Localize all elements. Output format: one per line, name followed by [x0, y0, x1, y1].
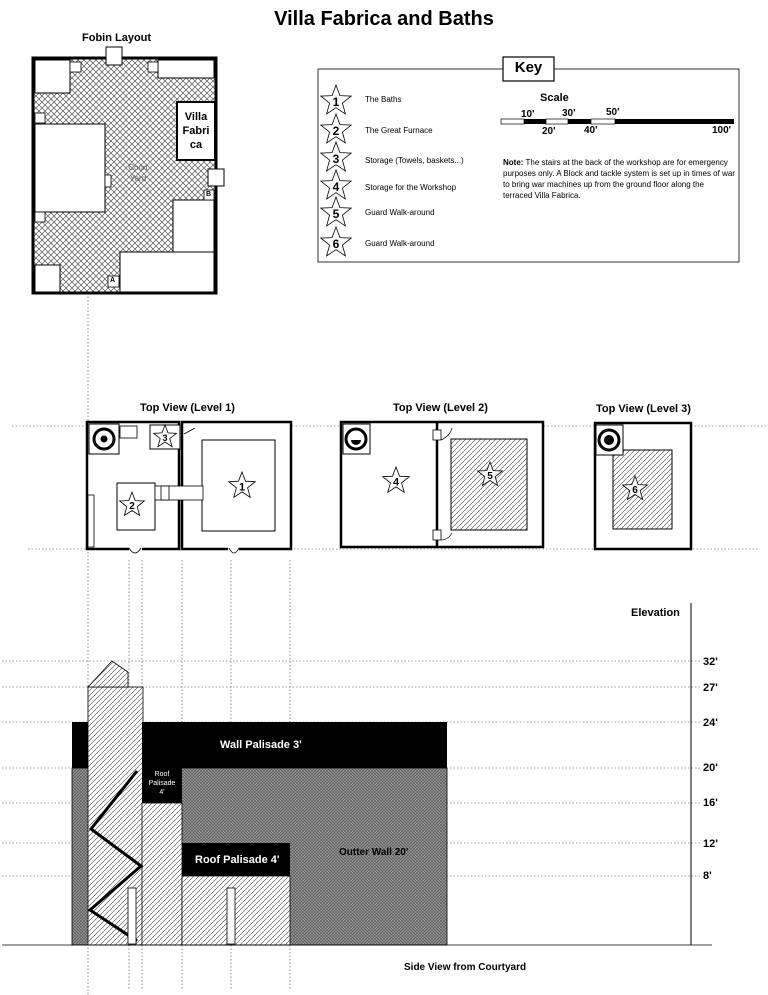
- side-view-caption: Side View from Courtyard: [404, 962, 527, 973]
- elevation-mark-24: 24': [703, 717, 718, 729]
- elevation-mark-16: 16': [703, 797, 718, 809]
- svg-text:6: 6: [632, 485, 638, 497]
- key-item-5: Guard Walk-around: [365, 208, 435, 217]
- fobin-heading: Fobin Layout: [82, 32, 152, 44]
- top-view-level2: [341, 422, 543, 547]
- outter-wall-label: Outter Wall 20': [339, 847, 409, 858]
- top-view-level1-label: Top View (Level 1): [140, 402, 235, 414]
- key-item-1: The Baths: [365, 95, 402, 104]
- elevation-heading: Elevation: [631, 607, 680, 619]
- roof-palisade-label: Roof Palisade 4': [195, 854, 280, 866]
- villa-fabrica-label: Villa Fabri ca: [182, 111, 210, 151]
- roof-palisade-small-label: Roof Palisade 4': [148, 771, 176, 796]
- svg-text:4: 4: [332, 180, 340, 195]
- scale-label-10: 10': [521, 109, 535, 120]
- marker-a: A: [110, 277, 116, 284]
- west-wall: [72, 768, 89, 945]
- svg-text:2: 2: [332, 124, 340, 139]
- svg-text:1: 1: [332, 95, 340, 110]
- elevation-mark-32: 32': [703, 656, 718, 668]
- level2-walkaround: [451, 439, 527, 530]
- side-view: [2, 603, 712, 945]
- scale-label-30: 30': [562, 108, 576, 119]
- elevation-mark-27: 27': [703, 682, 718, 694]
- svg-text:3: 3: [332, 152, 340, 167]
- elevation-mark-8: 8': [703, 870, 712, 882]
- key-item-3: Storage (Towels, baskets...): [365, 156, 464, 165]
- level3-walkaround: [613, 450, 672, 529]
- svg-text:6: 6: [332, 237, 340, 252]
- tower-roof: [88, 661, 128, 687]
- svg-text:2: 2: [129, 501, 135, 513]
- key-note: Note: The stairs at the back of the workshop are for emergency purposes only. A Block and tackle system is set up in times of war to bring war machines up from the ground floor along the terraced Villa Fabrica.: [503, 158, 735, 200]
- elevation-mark-12: 12': [703, 838, 718, 850]
- top-view-level1: [87, 422, 291, 553]
- fobin-north-gate: [106, 47, 122, 65]
- fobin-south-building: [120, 252, 214, 292]
- svg-text:4: 4: [392, 476, 400, 489]
- fobin-east-building: [173, 200, 214, 252]
- key-item-2: The Great Furnace: [365, 126, 433, 135]
- scale-label-40: 40': [584, 125, 598, 136]
- scale-heading: Scale: [540, 92, 569, 104]
- wall-palisade-label: Wall Palisade 3': [220, 739, 302, 751]
- scale-bar: [501, 119, 734, 124]
- elevation-mark-20: 20': [703, 762, 718, 774]
- svg-text:1: 1: [238, 481, 246, 494]
- key-item-4: Storage for the Workshop: [365, 183, 457, 192]
- marker-b: B: [206, 191, 212, 198]
- page-title: Villa Fabrica and Baths: [274, 8, 494, 30]
- svg-text:3: 3: [162, 432, 168, 443]
- svg-text:5: 5: [487, 471, 493, 483]
- svg-text:5: 5: [332, 207, 340, 222]
- key-item-6: Guard Walk-around: [365, 239, 435, 248]
- top-view-level2-label: Top View (Level 2): [393, 402, 488, 414]
- baths-ground-floor: [182, 876, 290, 945]
- scale-label-100: 100': [712, 125, 732, 136]
- court-yard-label: Court Yard: [128, 163, 148, 183]
- top-view-level3-label: Top View (Level 3): [596, 403, 691, 415]
- key-heading: Key: [514, 59, 543, 76]
- scale-label-50: 50': [606, 107, 620, 118]
- scale-label-20: 20': [542, 126, 556, 137]
- fobin-west-building: [35, 124, 105, 212]
